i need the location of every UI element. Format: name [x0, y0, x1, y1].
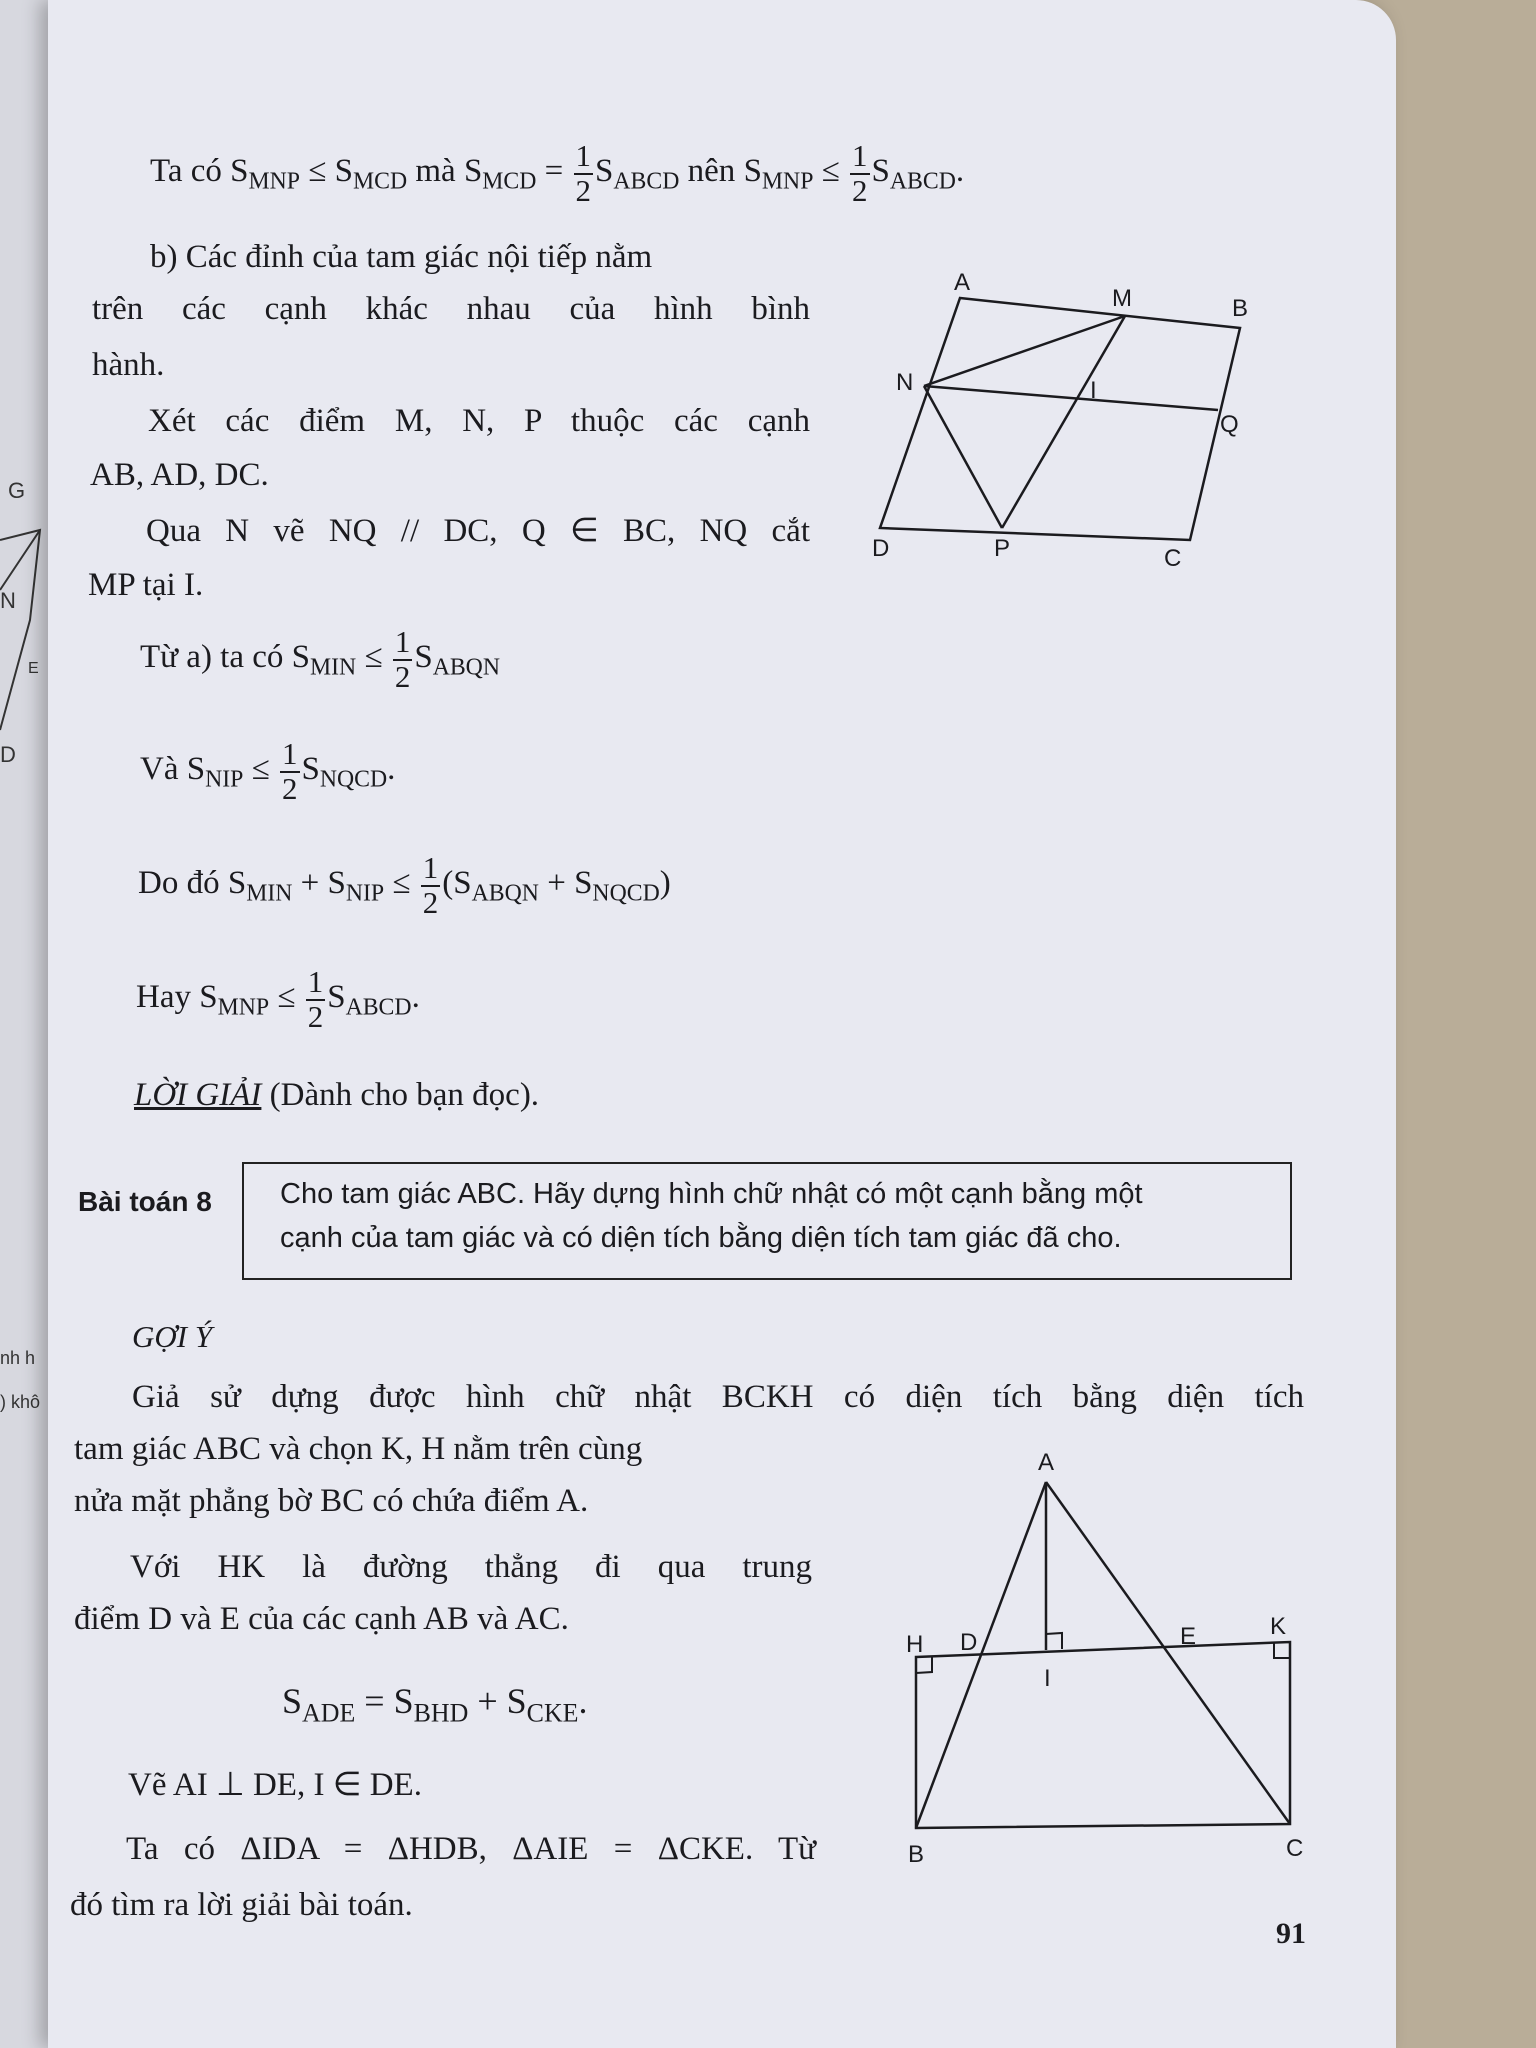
solution-text: (Dành cho bạn đọc).: [269, 1077, 540, 1113]
area-symbol: S: [282, 1681, 303, 1721]
area-symbol: S: [301, 751, 320, 788]
paragraph-line: Ta có ΔIDA = ΔHDB, ΔAIE = ΔCKE. Từ: [126, 1831, 816, 1867]
label-b: B: [908, 1841, 925, 1868]
label-h: H: [906, 1631, 924, 1658]
fraction: $\frac{1}{2}$: [575, 138, 592, 208]
area-symbol: S: [393, 1681, 414, 1721]
fraction: $\frac{1}{2}$: [422, 850, 439, 920]
paragraph-line: tam giác ABC và chọn K, H nằm trên cùng: [74, 1431, 643, 1467]
area-subscript: CKE: [526, 1698, 579, 1728]
label-c: C: [1164, 545, 1182, 570]
paragraph-line: Vẽ AI ⊥ DE, I ∈ DE.: [128, 1767, 422, 1803]
paragraph-line: Giả sử dựng được hình chữ nhật BCKH có diện tích bằng diện tích: [132, 1379, 1304, 1415]
text: Từ a) ta có: [140, 639, 284, 676]
area-symbol: S: [334, 153, 353, 190]
text: mà: [415, 153, 456, 190]
area-subscript: ABQN: [432, 654, 500, 681]
problem-text-line: cạnh của tam giác và có diện tích bằng diện tích tam giác đã cho.: [280, 1222, 1122, 1254]
label-d: D: [872, 535, 890, 562]
problem-text-line: Cho tam giác ABC. Hãy dựng hình chữ nhật có một cạnh bằng một: [280, 1178, 1143, 1210]
parallelogram-abcd: [880, 298, 1240, 540]
label-e: E: [1180, 1623, 1197, 1650]
operator: =: [364, 1681, 385, 1721]
operator: =: [544, 153, 564, 190]
area-symbol: S: [595, 153, 614, 190]
area-symbol: S: [574, 865, 593, 902]
area-subscript: NQCD: [319, 766, 388, 793]
paragraph-line: MP tại I.: [88, 567, 204, 603]
parallelogram-figure: [860, 260, 1270, 570]
right-angle-k: [1274, 1642, 1290, 1658]
label-b: B: [1232, 295, 1249, 322]
right-angle-i: [1046, 1633, 1062, 1649]
fraction: $\frac{1}{2}$: [394, 624, 411, 694]
label-m: M: [1112, 285, 1132, 312]
area-subscript: BHD: [413, 1698, 469, 1728]
punctuation: (: [442, 865, 454, 902]
rectangle-bckh: [916, 1642, 1290, 1828]
area-subscript: NQCD: [592, 880, 660, 907]
area-subscript: MCD: [482, 168, 537, 195]
prev-page-fragment: nh h: [0, 1348, 36, 1368]
area-subscript: NIP: [205, 766, 244, 793]
operator: ≤: [364, 639, 383, 676]
area-subscript: ABCD: [345, 994, 412, 1021]
text: Do đó: [138, 865, 220, 902]
area-subscript: ABQN: [471, 880, 539, 907]
area-symbol: S: [743, 153, 762, 190]
area-subscript: MCD: [352, 168, 408, 195]
area-subscript: MNP: [248, 168, 300, 195]
label-k: K: [1270, 1613, 1287, 1640]
text: nên: [687, 153, 736, 190]
punctuation: .: [955, 153, 965, 190]
area-subscript: MIN: [310, 654, 357, 681]
label-p: P: [994, 535, 1011, 562]
segment-nq: [924, 386, 1218, 410]
area-symbol: S: [186, 751, 206, 788]
label-q: Q: [1220, 411, 1239, 438]
label-d: D: [960, 1629, 978, 1656]
prev-page-fragment: N: [0, 588, 16, 613]
text: Hay: [136, 979, 191, 1016]
punctuation: .: [411, 979, 420, 1016]
equation-4: [136, 966, 420, 1033]
paragraph-line: đó tìm ra lời giải bài toán.: [70, 1887, 413, 1923]
operator: ≤: [392, 865, 411, 902]
text: Và: [140, 751, 179, 788]
punctuation: .: [387, 751, 396, 788]
operator: +: [300, 865, 320, 902]
label-n: N: [896, 369, 914, 396]
segment-ac: [1046, 1482, 1290, 1824]
operator: ≤: [251, 751, 270, 788]
area-symbol: S: [463, 153, 483, 190]
triangle-rectangle-figure: [890, 1440, 1320, 1880]
operator: ≤: [821, 153, 840, 190]
area-subscript: MNP: [217, 994, 270, 1021]
segment-np: [924, 386, 1002, 528]
paragraph-line: AB, AD, DC.: [90, 457, 269, 493]
fraction: $\frac{1}{2}$: [852, 138, 868, 208]
area-symbol: S: [199, 979, 218, 1016]
label-i: I: [1090, 377, 1097, 404]
prev-page-fragment: D: [0, 742, 16, 767]
area-symbol: S: [453, 865, 472, 902]
area-subscript: MIN: [246, 880, 293, 907]
area-symbol: S: [506, 1681, 527, 1721]
paragraph-line: điểm D và E của các cạnh AB và AC.: [74, 1601, 569, 1637]
punctuation: ): [659, 865, 671, 902]
area-symbol: S: [327, 979, 346, 1016]
area-subscript: ABCD: [889, 168, 956, 195]
area-symbol: S: [414, 639, 433, 676]
area-symbol: S: [230, 153, 249, 190]
paragraph-line: Xét các điểm M, N, P thuộc các cạnh: [148, 403, 810, 439]
paragraph-line: b) Các đỉnh của tam giác nội tiếp nằm: [150, 239, 653, 275]
label-c: C: [1286, 1835, 1304, 1862]
prev-page-fragment: G: [8, 478, 26, 503]
operator: +: [477, 1681, 498, 1721]
paragraph-line: trên các cạnh khác nhau của hình bình: [92, 291, 810, 327]
label-i: I: [1044, 1665, 1051, 1692]
fraction: $\frac{1}{2}$: [282, 736, 298, 806]
area-subscript: ADE: [302, 1698, 356, 1728]
problem-box: [242, 1162, 1292, 1280]
operator: ≤: [308, 153, 327, 190]
text: Ta có: [150, 153, 222, 190]
operator: ≤: [277, 979, 296, 1016]
area-subscript: ABCD: [613, 168, 680, 195]
paragraph-line: nửa mặt phẳng bờ BC có chứa điểm A.: [74, 1483, 589, 1519]
segment-mp: [1002, 316, 1125, 528]
label-a: A: [954, 269, 971, 296]
fraction: $\frac{1}{2}$: [307, 964, 324, 1034]
hint-label: GỢI Ý: [132, 1319, 213, 1354]
equation-1: [140, 626, 500, 693]
equation-2: [140, 738, 395, 805]
area-symbol: S: [227, 865, 247, 902]
area-subscript: NIP: [345, 880, 385, 907]
solution-label: LỜI GIẢI: [134, 1077, 262, 1113]
area-symbol: S: [871, 153, 890, 190]
prev-page-fragment: ) khô: [0, 1392, 41, 1412]
part-a-conclusion: [150, 140, 964, 207]
operator: +: [547, 865, 566, 902]
right-angle-h: [916, 1656, 932, 1673]
paragraph-line: Qua N vẽ NQ // DC, Q ∈ BC, NQ cắt: [146, 513, 810, 549]
area-symbol: S: [327, 865, 346, 902]
area-subscript: MNP: [761, 168, 814, 195]
paragraph-line: hành.: [92, 347, 165, 383]
label-a: A: [1038, 1449, 1055, 1476]
hint-equation: [282, 1680, 587, 1728]
segment-mn: [924, 316, 1125, 386]
page-number: 91: [1276, 1917, 1306, 1950]
prev-page-fragment: E: [28, 660, 39, 677]
solution-note: [134, 1076, 539, 1116]
paragraph-line: Với HK là đường thẳng đi qua trung: [130, 1549, 812, 1585]
equation-3: [138, 852, 671, 919]
problem-heading: Bài toán 8: [78, 1186, 212, 1217]
area-symbol: S: [291, 639, 311, 676]
punctuation: .: [578, 1681, 588, 1721]
